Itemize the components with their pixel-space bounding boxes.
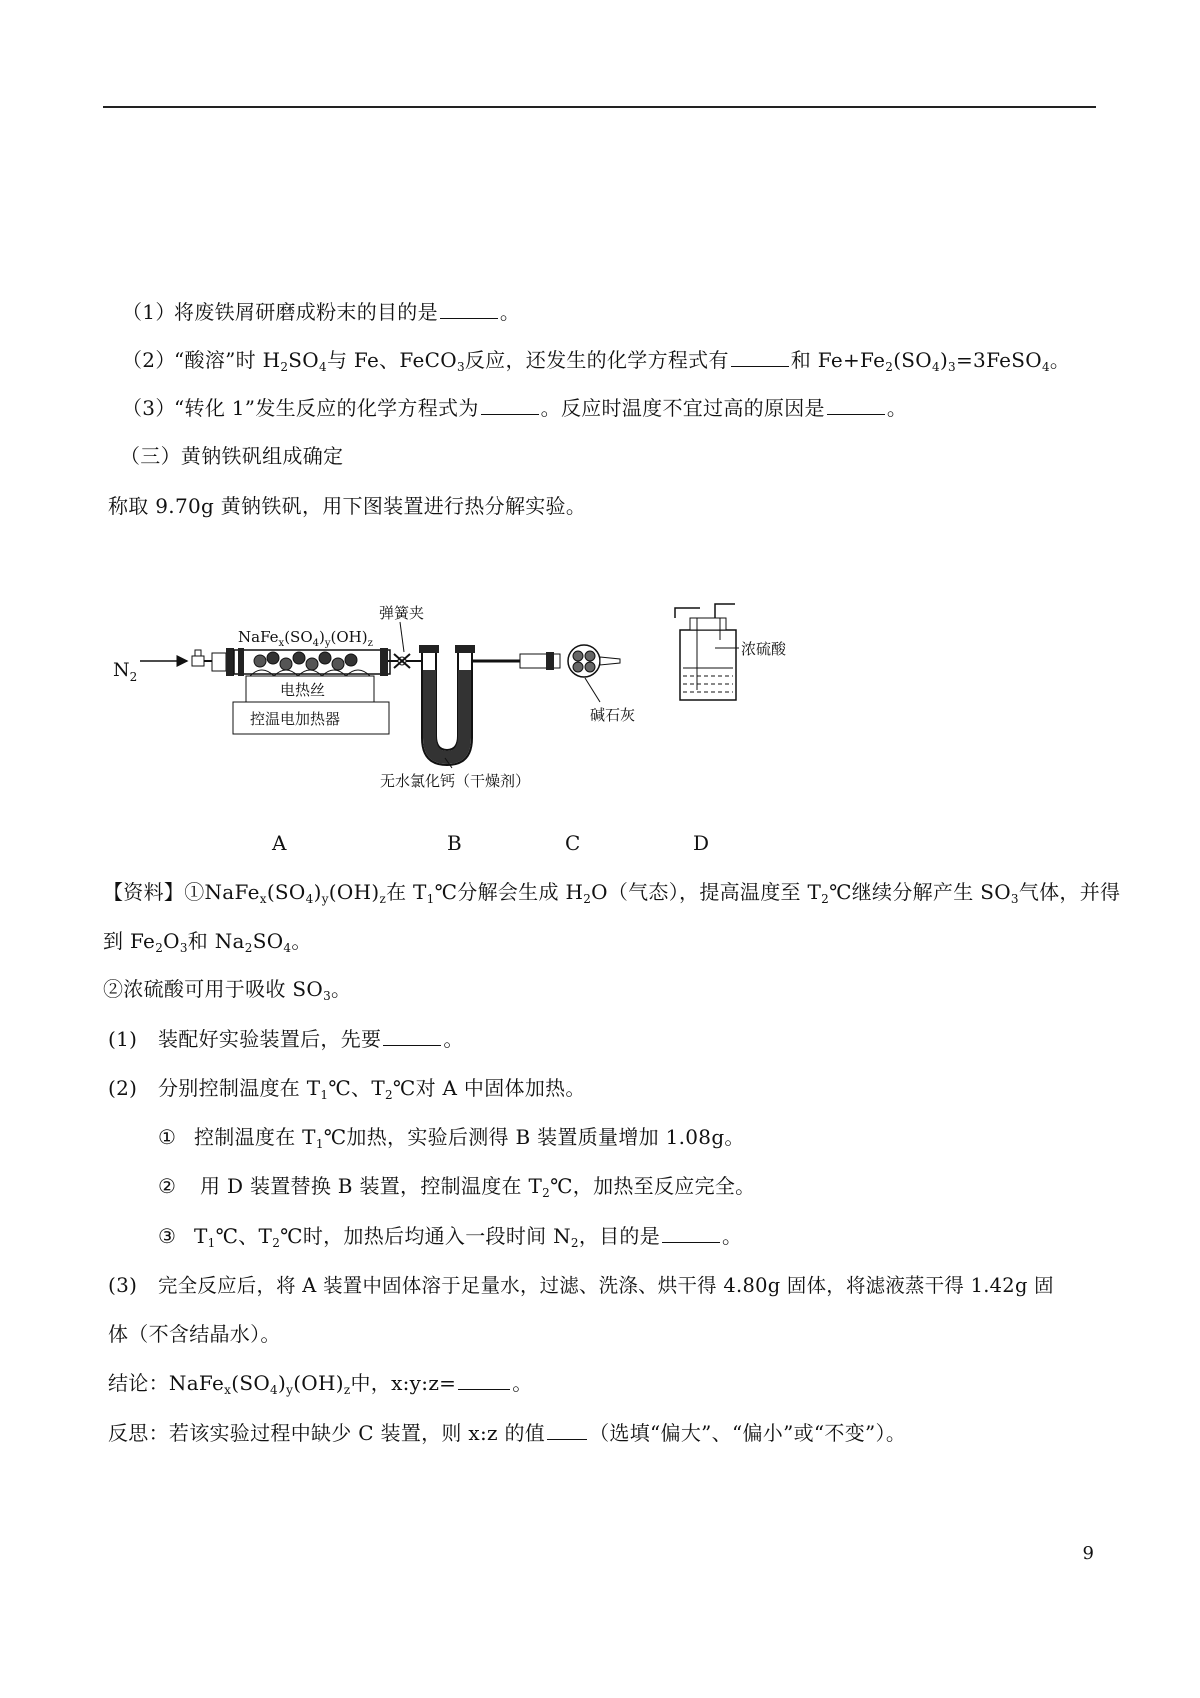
heater-label: 控温电加热器 (250, 710, 341, 728)
answer-blank[interactable] (547, 1419, 587, 1440)
gas-washing-bottle-d (675, 604, 736, 700)
question-item-2: （2）“酸溶”时 $H_2SO_4$与 Fe、FeCO$_3$反应，还发生的化学方程式有 和 $Fe+Fe_2(SO_4)_3=3FeSO_4$。 (122, 348, 1071, 374)
apparatus-diagram (100, 590, 900, 790)
step-2-substep-2: ② 用 D 装置替换 B 装置，控制温度在 $T_2℃$，加热至反应完全。 (158, 1174, 756, 1200)
step-1: (1) 装配好实验装置后，先要 。 (108, 1027, 464, 1051)
step-3-line-2: 体（不含结晶水）。 (108, 1322, 281, 1346)
step-2-substep-3: ③ $T_1℃$、$T_2℃$时，加热后均通入一段时间 $N_2$，目的是 。 (158, 1224, 743, 1250)
apparatus-label-b: B (447, 831, 462, 855)
reaction-tube-a (212, 648, 390, 676)
step-2-substep-1: ① 控制温度在 $T_1℃$加热，实验后测得 B 装置质量增加 1.08g。 (158, 1125, 745, 1151)
u-tube-b (419, 645, 475, 765)
page-number: 9 (1082, 1543, 1094, 1564)
soda-lime-label: 碱石灰 (590, 706, 636, 724)
header-rule (103, 106, 1096, 108)
answer-blank[interactable] (383, 1025, 441, 1046)
answer-blank[interactable] (458, 1369, 510, 1390)
conclusion-line: 结论：$NaFe_x(SO_4)_y(OH)_z$中，x:y:z= 。 (108, 1371, 533, 1397)
answer-blank[interactable] (827, 394, 885, 415)
answer-blank[interactable] (440, 298, 498, 319)
gas-label: $N_2$ (113, 659, 138, 684)
apparatus-label-a: A (272, 831, 287, 855)
clamp-label: 弹簧夹 (379, 604, 425, 622)
question-item-1: （1）将废铁屑研磨成粉末的目的是 。 (122, 300, 521, 324)
apparatus-label-c: C (565, 831, 581, 855)
section-intro: 称取 9.70g 黄钠铁矾，用下图装置进行热分解实验。 (108, 494, 587, 518)
sample-formula: $NaFe_x(SO_4)_y(OH)_z$ (238, 628, 373, 649)
inlet-stopcock (192, 650, 212, 666)
section-heading: （三）黄钠铁矾组成确定 (120, 444, 344, 468)
heating-coil-label: 电热丝 (280, 681, 326, 699)
answer-blank[interactable] (481, 394, 539, 415)
apparatus-label-d: D (693, 831, 710, 855)
info-paragraph-line-3: ②浓硫酸可用于吸收 $SO_3$。 (103, 977, 352, 1003)
step-2: (2) 分别控制温度在 $T_1℃$、$T_2℃$对 A 中固体加热。 (108, 1076, 586, 1102)
answer-blank[interactable] (662, 1222, 720, 1243)
step-3-line-1: (3) 完全反应后，将 A 装置中固体溶于足量水，过滤、洗涤、烘干得 4.80g 固体，将滤液蒸干得 1.42g 固 (108, 1273, 1054, 1297)
acid-label: 浓硫酸 (741, 640, 787, 658)
info-paragraph-line-2: 到 $Fe_2O_3$和 $Na_2SO_4$。 (103, 929, 312, 955)
reflection-line: 反思：若该实验过程中缺少 C 装置，则 x:z 的值 （选填“偏大”、“偏小”或“不变”）。 (108, 1421, 907, 1445)
answer-blank[interactable] (731, 346, 789, 367)
desiccant-label: 无水氯化钙（干燥剂） (380, 772, 531, 790)
info-paragraph-line-1: 【资料】$①NaFe_x(SO_4)_y(OH)_z$在 $T_1℃$分解会生成 $H_2O$（气态），提高温度至 $T_2℃$继续分解产生 $SO_3$气体，并得 (103, 880, 1121, 906)
question-item-3: （3）“转化 1”发生反应的化学方程式为 。反应时温度不宜过高的原因是 。 (122, 396, 908, 420)
drying-tube-c (520, 645, 620, 677)
